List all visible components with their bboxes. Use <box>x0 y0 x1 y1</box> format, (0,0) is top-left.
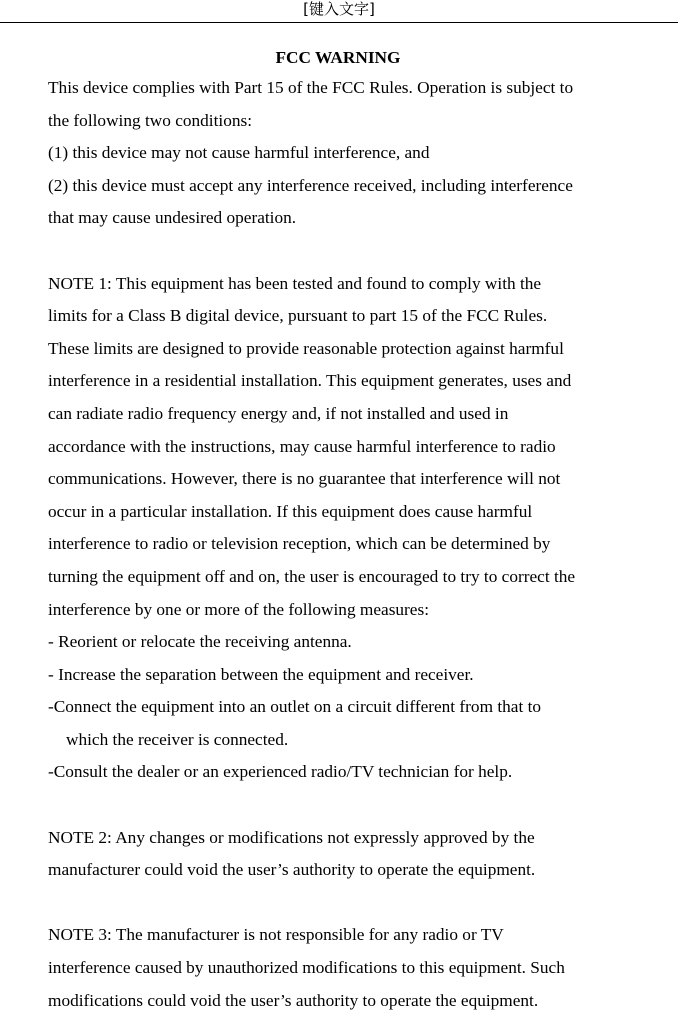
note-1-line: occur in a particular installation. If this equipment does cause harmful <box>48 501 533 521</box>
intro-line: (2) this device must accept any interference received, including interference <box>48 175 573 195</box>
measure-item-consult: -Consult the dealer or an experienced radio/TV technician for help. <box>48 762 513 782</box>
measure-item-outlet: -Connect the equipment into an outlet on a circuit different from that to <box>48 697 542 717</box>
document-body <box>48 44 638 1017</box>
document-title: FCC WARNING <box>275 48 401 67</box>
paragraph-spacer <box>48 789 638 822</box>
page-header <box>0 0 678 23</box>
paragraph-spacer <box>48 887 638 920</box>
intro-line: the following two conditions: <box>48 110 252 130</box>
note-3-line: interference caused by unauthorized modifications to this equipment. Such <box>48 958 565 978</box>
note-1-line: can radiate radio frequency energy and, if not installed and used in <box>48 403 509 423</box>
note-3-paragraph <box>48 919 638 1017</box>
intro-paragraph <box>48 72 638 235</box>
note-2-paragraph <box>48 822 638 887</box>
note-1-line: interference to radio or television reception, which can be determined by <box>48 534 551 554</box>
note-1-line: These limits are designed to provide reasonable protection against harmful <box>48 338 564 358</box>
measure-item-outlet-continued: which the receiver is connected. <box>66 729 289 749</box>
paragraph-spacer <box>48 235 638 268</box>
note-1-line: interference in a residential installation. This equipment generates, uses and <box>48 371 572 391</box>
intro-line: that may cause undesired operation. <box>48 208 297 228</box>
note-1-line: turning the equipment off and on, the user is encouraged to try to correct the <box>48 566 576 586</box>
note-1-paragraph <box>48 268 638 627</box>
measure-item-reorient: - Reorient or relocate the receiving antenna. <box>48 632 352 652</box>
note-1-line: accordance with the instructions, may cause harmful interference to radio <box>48 436 556 456</box>
measure-item-separation: - Increase the separation between the equipment and receiver. <box>48 664 474 684</box>
note-3-line: NOTE 3: The manufacturer is not responsible for any radio or TV <box>48 925 504 945</box>
intro-line: (1) this device may not cause harmful interference, and <box>48 143 430 163</box>
measures-list <box>48 626 638 789</box>
note-1-line: NOTE 1: This equipment has been tested and found to comply with the <box>48 273 542 293</box>
note-2-line: NOTE 2: Any changes or modifications not expressly approved by the <box>48 827 535 847</box>
note-1-line: communications. However, there is no guarantee that interference will not <box>48 469 561 489</box>
header-placeholder-text: [键入文字] <box>303 0 375 18</box>
note-1-line: limits for a Class B digital device, pursuant to part 15 of the FCC Rules. <box>48 306 548 326</box>
note-1-line: interference by one or more of the following measures: <box>48 599 430 619</box>
note-3-line: modifications could void the user’s authority to operate the equipment. <box>48 990 539 1010</box>
intro-line: This device complies with Part 15 of the FCC Rules. Operation is subject to <box>48 78 574 97</box>
note-2-line: manufacturer could void the user’s authority to operate the equipment. <box>48 860 536 880</box>
